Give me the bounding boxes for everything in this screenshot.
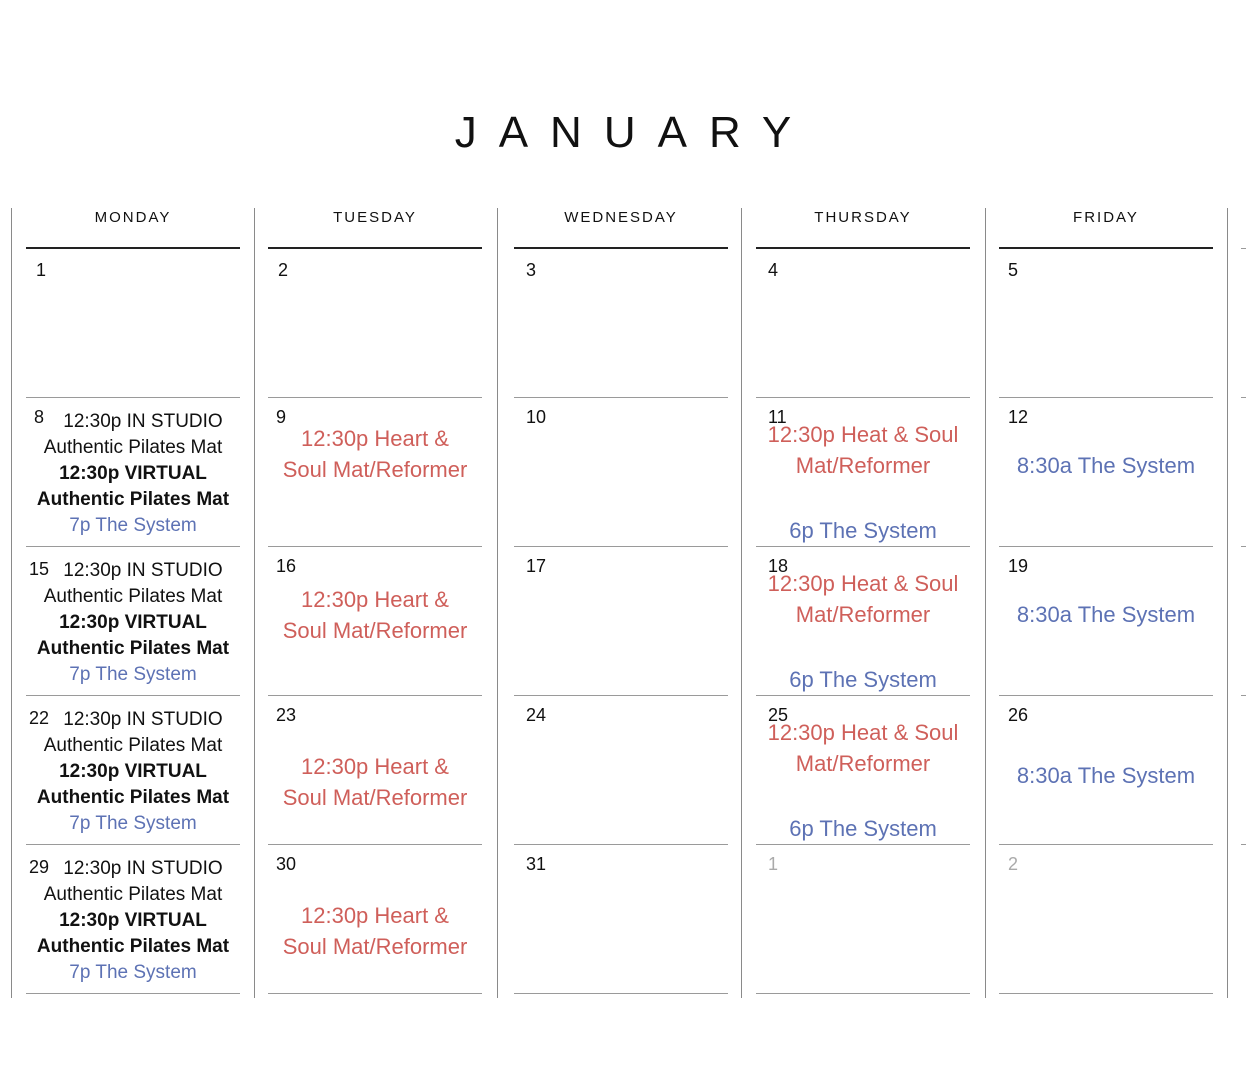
heart-soul-class[interactable]: Mat/Reformer xyxy=(795,453,931,478)
date-number: 4 xyxy=(768,260,779,280)
date-number: 19 xyxy=(1008,556,1029,576)
edge-tick xyxy=(1241,397,1246,398)
virtual-class-name[interactable]: Authentic Pilates Mat xyxy=(36,489,230,510)
day-cell[interactable] xyxy=(514,844,728,993)
cell-separator xyxy=(268,695,482,696)
edge-tick xyxy=(1241,695,1246,696)
cell-separator xyxy=(26,844,240,845)
system-class[interactable]: 7p The System xyxy=(69,515,197,536)
day-cell[interactable] xyxy=(26,397,240,546)
cell-separator xyxy=(999,695,1213,696)
date-number: 29 xyxy=(29,857,50,877)
studio-class-name[interactable]: Authentic Pilates Mat xyxy=(43,735,223,756)
day-cell[interactable] xyxy=(26,248,240,397)
cell-separator xyxy=(268,546,482,547)
heart-soul-class[interactable]: Soul Mat/Reformer xyxy=(282,618,468,643)
system-class[interactable]: 6p The System xyxy=(789,816,937,841)
day-cell[interactable] xyxy=(756,695,970,844)
heart-soul-class[interactable]: 12:30p Heart & xyxy=(301,426,449,451)
heart-soul-class[interactable]: 12:30p Heart & xyxy=(301,754,449,779)
date-number: 15 xyxy=(29,559,50,579)
cell-separator xyxy=(756,695,970,696)
virtual-class-time[interactable]: 12:30p VIRTUAL xyxy=(59,910,207,931)
day-cell[interactable] xyxy=(514,695,728,844)
studio-class-time[interactable]: 12:30p IN STUDIO xyxy=(63,858,223,879)
day-cell[interactable] xyxy=(26,695,240,844)
date-number: 11 xyxy=(768,407,787,427)
day-cell[interactable] xyxy=(514,546,728,695)
date-number: 26 xyxy=(1008,705,1029,725)
day-cell[interactable] xyxy=(268,397,482,546)
cell-separator xyxy=(26,695,240,696)
system-class[interactable]: 7p The System xyxy=(69,813,197,834)
column-divider xyxy=(1227,208,1228,998)
heart-soul-class[interactable]: 12:30p Heat & Soul xyxy=(767,422,959,447)
cell-separator xyxy=(514,546,728,547)
day-cell[interactable] xyxy=(26,546,240,695)
virtual-class-name[interactable]: Authentic Pilates Mat xyxy=(36,638,230,659)
day-cell[interactable] xyxy=(756,546,970,695)
heart-soul-class[interactable]: 12:30p Heart & xyxy=(301,587,449,612)
heart-soul-class[interactable]: Soul Mat/Reformer xyxy=(282,785,468,810)
heart-soul-class[interactable]: Mat/Reformer xyxy=(795,751,931,776)
date-number: 1 xyxy=(36,260,47,280)
cell-separator xyxy=(999,844,1213,845)
cell-separator xyxy=(26,546,240,547)
date-number: 2 xyxy=(1008,854,1019,874)
studio-class-time[interactable]: 12:30p IN STUDIO xyxy=(63,560,223,581)
date-number: 3 xyxy=(526,260,537,280)
day-cell[interactable] xyxy=(756,248,970,397)
day-header: THURSDAY xyxy=(814,209,912,226)
day-cell[interactable] xyxy=(999,397,1213,546)
system-class[interactable]: 6p The System xyxy=(789,667,937,692)
date-number: 31 xyxy=(526,854,547,874)
cell-separator xyxy=(26,993,240,994)
cell-separator xyxy=(26,397,240,398)
date-number: 1 xyxy=(768,854,779,874)
day-cell[interactable] xyxy=(268,546,482,695)
date-number: 30 xyxy=(276,854,297,874)
day-cell[interactable] xyxy=(268,844,482,993)
system-class[interactable]: 8:30a The System xyxy=(1016,602,1196,627)
system-class[interactable]: 8:30a The System xyxy=(1016,763,1196,788)
cell-separator xyxy=(514,695,728,696)
cell-separator xyxy=(756,397,970,398)
column-divider xyxy=(985,208,986,998)
cell-separator xyxy=(514,993,728,994)
day-cell[interactable] xyxy=(268,695,482,844)
date-number: 8 xyxy=(34,407,45,427)
day-cell[interactable] xyxy=(999,844,1213,993)
heart-soul-class[interactable]: 12:30p Heat & Soul xyxy=(767,720,959,745)
day-cell[interactable] xyxy=(514,397,728,546)
cell-separator xyxy=(268,844,482,845)
cell-separator xyxy=(268,993,482,994)
cell-separator xyxy=(514,397,728,398)
system-class[interactable]: 7p The System xyxy=(69,664,197,685)
studio-class-name[interactable]: Authentic Pilates Mat xyxy=(43,586,223,607)
day-header: FRIDAY xyxy=(1073,209,1139,226)
date-number: 5 xyxy=(1008,260,1019,280)
date-number: 18 xyxy=(768,556,789,576)
virtual-class-time[interactable]: 12:30p VIRTUAL xyxy=(59,761,207,782)
system-class[interactable]: 7p The System xyxy=(69,962,197,983)
edge-tick xyxy=(1241,248,1246,249)
heart-soul-class[interactable]: Soul Mat/Reformer xyxy=(282,934,468,959)
virtual-class-name[interactable]: Authentic Pilates Mat xyxy=(36,787,230,808)
cell-separator xyxy=(756,993,970,994)
day-header: MONDAY xyxy=(94,209,172,226)
cell-separator xyxy=(268,397,482,398)
edge-tick xyxy=(1241,844,1246,845)
date-number: 23 xyxy=(276,705,297,725)
virtual-class-time[interactable]: 12:30p VIRTUAL xyxy=(59,463,207,484)
day-cell[interactable] xyxy=(756,397,970,546)
date-number: 17 xyxy=(526,556,547,576)
day-header: WEDNESDAY xyxy=(564,209,678,226)
column-divider xyxy=(254,208,255,998)
day-cell[interactable] xyxy=(999,695,1213,844)
heart-soul-class[interactable]: Soul Mat/Reformer xyxy=(282,457,468,482)
column-divider xyxy=(741,208,742,998)
cell-separator xyxy=(999,397,1213,398)
heart-soul-class[interactable]: 12:30p Heart & xyxy=(301,903,449,928)
cell-separator xyxy=(999,993,1213,994)
studio-class-name[interactable]: Authentic Pilates Mat xyxy=(43,884,223,905)
heart-soul-class[interactable]: Mat/Reformer xyxy=(795,602,931,627)
day-cell[interactable] xyxy=(268,248,482,397)
date-number: 22 xyxy=(29,708,50,728)
day-cell[interactable] xyxy=(26,844,240,993)
edge-tick xyxy=(1241,546,1246,547)
day-cell[interactable] xyxy=(514,248,728,397)
date-number: 12 xyxy=(1008,407,1029,427)
studio-class-time[interactable]: 12:30p IN STUDIO xyxy=(63,411,223,432)
day-header: TUESDAY xyxy=(333,209,417,226)
virtual-class-name[interactable]: Authentic Pilates Mat xyxy=(36,936,230,957)
column-divider xyxy=(11,208,12,998)
date-number: 9 xyxy=(276,407,287,427)
heart-soul-class[interactable]: 12:30p Heat & Soul xyxy=(767,571,959,596)
date-number: 10 xyxy=(526,407,547,427)
day-cell[interactable] xyxy=(999,248,1213,397)
system-class[interactable]: 8:30a The System xyxy=(1016,453,1196,478)
date-number: 2 xyxy=(278,260,289,280)
studio-class-name[interactable]: Authentic Pilates Mat xyxy=(43,437,223,458)
day-cell[interactable] xyxy=(756,844,970,993)
month-title: JANUARY xyxy=(454,108,814,157)
cell-separator xyxy=(756,546,970,547)
cell-separator xyxy=(999,546,1213,547)
date-number: 16 xyxy=(276,556,297,576)
column-divider xyxy=(497,208,498,998)
day-cell[interactable] xyxy=(999,546,1213,695)
date-number: 24 xyxy=(526,705,547,725)
studio-class-time[interactable]: 12:30p IN STUDIO xyxy=(63,709,223,730)
cell-separator xyxy=(756,844,970,845)
system-class[interactable]: 6p The System xyxy=(789,518,937,543)
virtual-class-time[interactable]: 12:30p VIRTUAL xyxy=(59,612,207,633)
cell-separator xyxy=(514,844,728,845)
date-number: 25 xyxy=(768,705,789,725)
